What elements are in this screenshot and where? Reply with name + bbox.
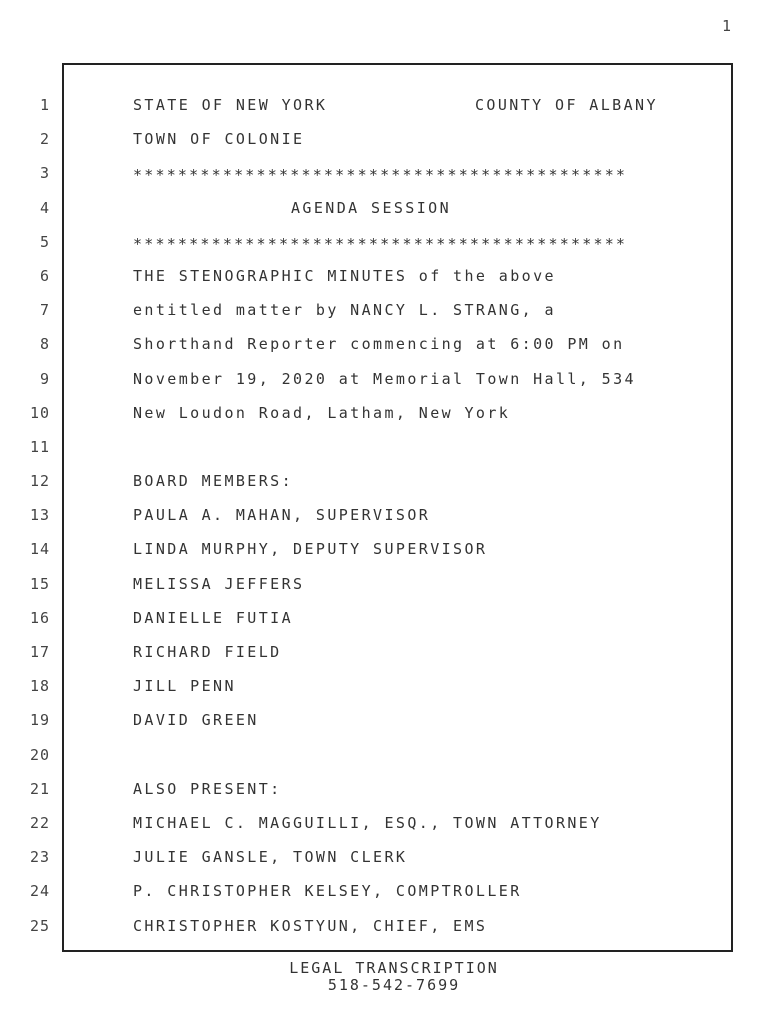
line-number: 23 (29, 848, 50, 866)
line-text: PAULA A. MAHAN, SUPERVISOR (133, 506, 431, 524)
line-number: 18 (29, 677, 50, 695)
line-number: 15 (29, 575, 50, 593)
line-number: 9 (39, 370, 50, 388)
line-number: 8 (39, 335, 50, 353)
line-number: 10 (29, 404, 50, 422)
line-number: 22 (29, 814, 50, 832)
line-number: 21 (29, 780, 50, 798)
line-text: CHRISTOPHER KOSTYUN, CHIEF, EMS (133, 917, 488, 935)
line-text: Shorthand Reporter commencing at 6:00 PM on (133, 335, 625, 353)
footer-phone: 518-542-7699 (327, 976, 461, 994)
line-text: MELISSA JEFFERS (133, 575, 305, 593)
line-number: 6 (39, 267, 50, 285)
line-number: 14 (29, 540, 50, 558)
line-text: P. CHRISTOPHER KELSEY, COMPTROLLER (133, 882, 522, 900)
line-number: 5 (39, 233, 50, 251)
line-number: 13 (29, 506, 50, 524)
line-number: 19 (29, 711, 50, 729)
line-text: JULIE GANSLE, TOWN CLERK (133, 848, 408, 866)
footer (0, 960, 770, 994)
line-text: DANIELLE FUTIA (133, 609, 294, 627)
line-text: entitled matter by NANCY L. STRANG, a (133, 301, 556, 319)
line-text-right: COUNTY OF ALBANY (475, 96, 658, 114)
line-number: 3 (39, 164, 50, 182)
line-number: 7 (39, 301, 50, 319)
line-text: November 19, 2020 at Memorial Town Hall, 534 (133, 370, 636, 388)
footer-company: LEGAL TRANSCRIPTION (289, 959, 499, 977)
line-number: 16 (29, 609, 50, 627)
line-text: JILL PENN (133, 677, 236, 695)
line-number: 11 (29, 438, 50, 456)
line-number: 12 (29, 472, 50, 490)
page-number: 1 (721, 17, 731, 35)
line-number: 4 (39, 199, 50, 217)
line-number: 17 (29, 643, 50, 661)
line-number: 20 (29, 746, 50, 764)
line-text: New Loudon Road, Latham, New York (133, 404, 511, 422)
section-heading: BOARD MEMBERS: (133, 472, 294, 490)
line-text: RICHARD FIELD (133, 643, 282, 661)
line-number: 2 (39, 130, 50, 148)
separator-line: ******************************************** (133, 166, 628, 184)
line-number: 1 (39, 96, 50, 114)
session-title: AGENDA SESSION (291, 199, 452, 217)
section-heading: ALSO PRESENT: (133, 780, 282, 798)
line-text: TOWN OF COLONIE (133, 130, 305, 148)
line-text: THE STENOGRAPHIC MINUTES of the above (133, 267, 556, 285)
line-text: STATE OF NEW YORK (133, 96, 328, 114)
line-number: 25 (29, 917, 50, 935)
line-text: DAVID GREEN (133, 711, 259, 729)
line-number: 24 (29, 882, 50, 900)
line-text: LINDA MURPHY, DEPUTY SUPERVISOR (133, 540, 488, 558)
separator-line: ******************************************** (133, 235, 628, 253)
line-text: MICHAEL C. MAGGUILLI, ESQ., TOWN ATTORNEY (133, 814, 602, 832)
